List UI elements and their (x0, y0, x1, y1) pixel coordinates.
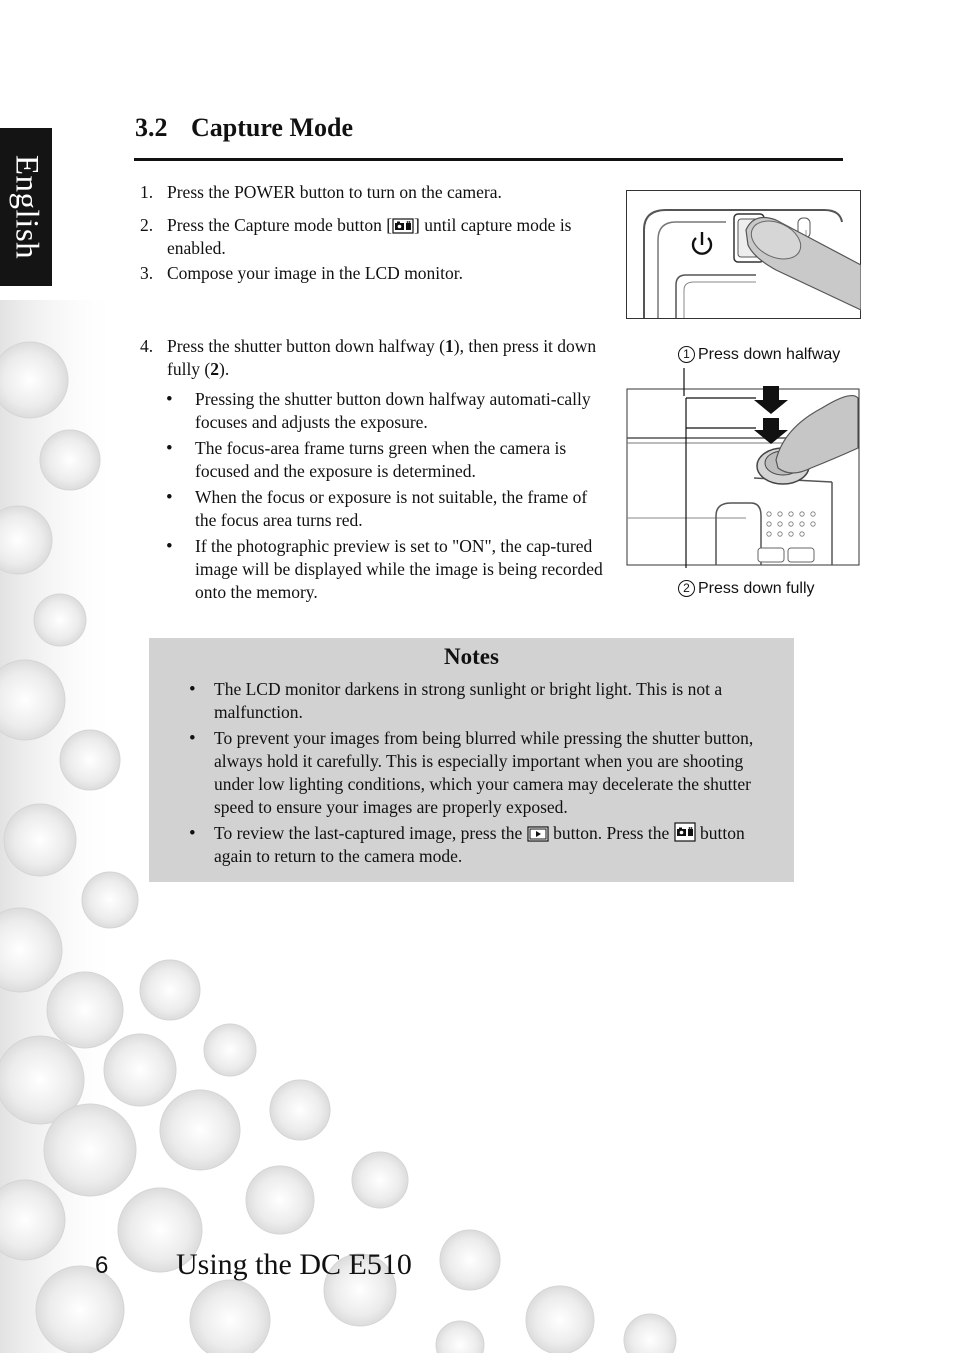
shutter-button-illustration (626, 368, 866, 578)
notes-list (189, 678, 781, 871)
note-text: button again to return to the camera mode. (214, 823, 745, 866)
section-title: Capture Mode (191, 113, 354, 142)
callout-number: 1 (678, 346, 695, 363)
step-ref-1: 1 (445, 336, 454, 356)
notes-box (149, 638, 794, 882)
notes-title: Notes (444, 644, 499, 669)
step4-bullet-list (166, 388, 606, 607)
step-text-part: ] until capture mode is enabled. (167, 215, 572, 258)
page-number: 6 (95, 1252, 109, 1279)
step-ref-2: 2 (210, 359, 220, 379)
step-item (140, 335, 610, 381)
bullet-icon: • (166, 438, 173, 459)
bullet-text: The focus-area frame turns green when the camera is focused and the exposure is determined. (195, 438, 567, 481)
step-number: 4. (140, 336, 154, 356)
step-text (167, 335, 610, 381)
list-item (166, 486, 606, 532)
bullet-icon: • (166, 389, 173, 410)
step-text-part: Press the shutter button down halfway ( (167, 336, 446, 356)
bullet-icon: • (166, 487, 173, 508)
camera-mode-icon (392, 218, 414, 234)
language-label: English (8, 154, 45, 260)
list-item (189, 822, 781, 868)
note-text: button. Press the (553, 823, 670, 843)
step-number: 1. (140, 182, 154, 202)
bullet-text: If the photographic preview is set to "ON", the cap-tured image will be displayed while the image is being recorded onto the memory. (195, 536, 603, 602)
step-item (140, 214, 580, 260)
callout-press-fully (678, 580, 815, 598)
step-text-part: ), then press it down fully ( (167, 336, 597, 379)
bullet-icon: • (189, 823, 196, 844)
note-text: The LCD monitor darkens in strong sunlight or bright light. This is not a malfunction. (214, 679, 723, 722)
step-number: 3. (140, 263, 154, 283)
footer-title: Using the DC E510 (176, 1248, 412, 1281)
camera-mode-icon (674, 822, 696, 842)
list-item (166, 535, 606, 604)
step-item (140, 181, 610, 204)
section-number: 3.2 (135, 113, 168, 142)
bullet-icon: • (189, 728, 196, 749)
step-item (140, 262, 610, 285)
shutter-press-figure (626, 340, 866, 602)
callout-label: Press down halfway (698, 346, 841, 363)
step-text-part: Press the Capture mode button [ (167, 215, 393, 235)
list-item (189, 727, 781, 819)
step-number: 2. (140, 215, 154, 235)
bullet-icon: • (189, 679, 196, 700)
callout-label: Press down fully (698, 580, 815, 597)
note-text: To prevent your images from being blurred while pressing the shutter button, always hold it carefully. This is especially important when you are shooting under low lighting conditions, which your camera may decelerate the shutter speed to ensure your images are properly exposed. (214, 728, 754, 817)
callout-number: 2 (678, 580, 695, 597)
heading-rule (134, 158, 843, 161)
step-text: Compose your image in the LCD monitor. (167, 263, 464, 283)
bullet-text: Pressing the shutter button down halfway automati-cally focuses and adjusts the exposure. (195, 389, 591, 432)
list-item (166, 388, 606, 434)
list-item (189, 678, 781, 724)
playback-icon (527, 826, 549, 842)
note-text: To review the last-captured image, press the (214, 823, 523, 843)
capture-button-illustration (626, 190, 861, 319)
bullet-icon: • (166, 536, 173, 557)
list-item (166, 437, 606, 483)
callout-press-halfway (678, 346, 840, 364)
language-tab (0, 128, 52, 286)
step-text: Press the POWER button to turn on the camera. (167, 182, 502, 202)
section-heading (135, 113, 353, 143)
step-text (167, 214, 580, 260)
bullet-text: When the focus or exposure is not suitable, the frame of the focus area turns red. (195, 487, 588, 530)
step-text-part: ). (219, 359, 230, 379)
